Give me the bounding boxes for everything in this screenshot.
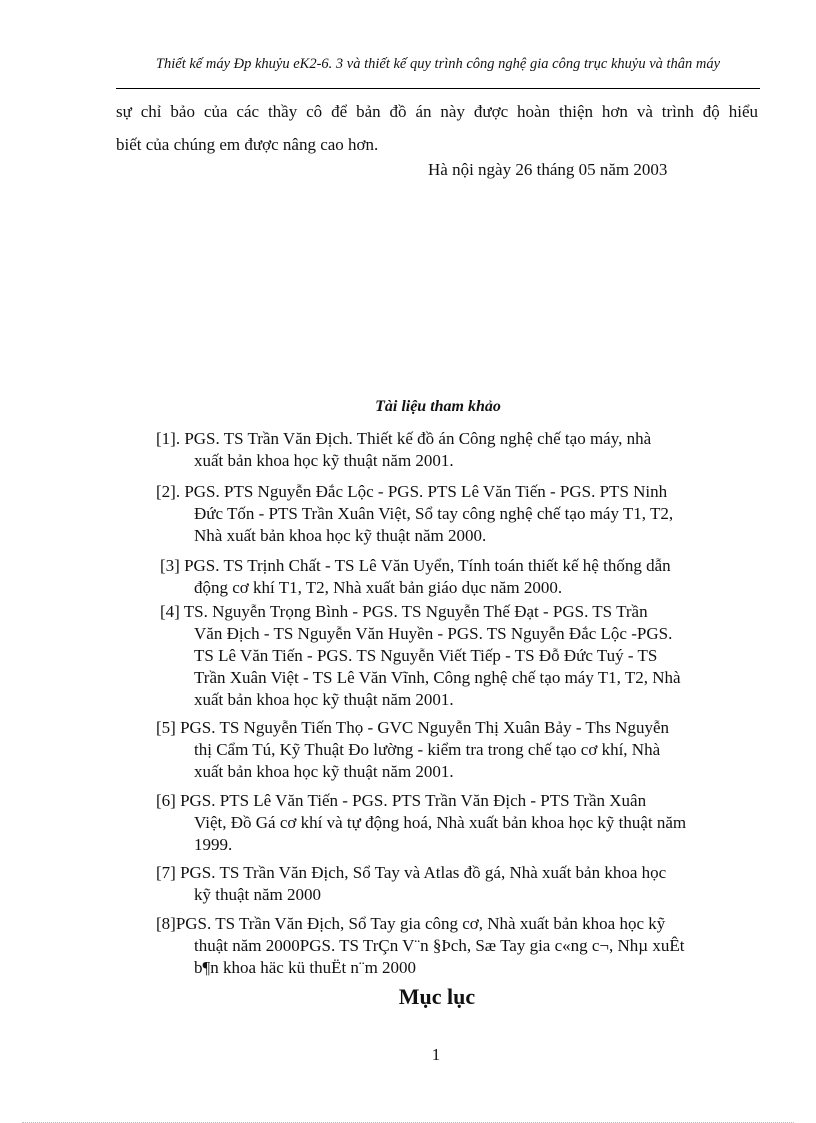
reference-4-line-1: [4] TS. Nguyễn Trọng Bình - PGS. TS Nguyễn Thế Đạt - PGS. TS Trần	[160, 602, 648, 621]
table-of-contents-title: Mục lục	[398, 984, 476, 1009]
reference-8-line-3: b¶n khoa häc kü thuËt n¨m 2000	[194, 958, 417, 977]
reference-6-line-3: 1999.	[194, 835, 233, 854]
reference-5-line-3: xuất bản khoa học kỹ thuật năm 2001.	[194, 762, 454, 781]
reference-7-line-2: kỹ thuật năm 2000	[194, 885, 322, 904]
reference-8-line-2: thuật năm 2000PGS. TS TrÇn V¨n §Þch, Sæ Tay gia c«ng c¬, Nhµ xuÊt	[194, 936, 685, 955]
reference-4-line-3: TS Lê Văn Tiến - PGS. TS Nguyễn Viết Tiếp - TS Đỗ Đức Tuý - TS	[194, 646, 658, 665]
reference-2-line-1: [2]. PGS. PTS Nguyễn Đắc Lộc - PGS. PTS Lê Văn Tiến - PGS. PTS Ninh	[156, 482, 668, 501]
references-title: Tài liệu tham khảo	[375, 398, 501, 415]
running-header: Thiết kế máy Đp khuỷu eK2-6. 3 và thiết kế quy trình công nghệ gia công trục khuỷu và thân máy	[155, 56, 721, 72]
intro-line-1: sự chỉ bảo của các thầy cô để bản đồ án này được hoàn thiện hơn và trình độ hiểu	[116, 102, 758, 121]
signature-date: Hà nội ngày 26 tháng 05 năm 2003	[428, 160, 668, 179]
reference-6-line-2: Việt, Đồ Gá cơ khí và tự động hoá, Nhà xuất bản khoa học kỹ thuật năm	[194, 813, 687, 832]
reference-4-line-5: xuất bản khoa học kỹ thuật năm 2001.	[194, 690, 454, 709]
reference-5-line-1: [5] PGS. TS Nguyễn Tiến Thọ - GVC Nguyễn Thị Xuân Bảy - Ths Nguyễn	[156, 718, 669, 737]
header-divider	[116, 88, 760, 89]
reference-8-line-1: [8]PGS. TS Trần Văn Địch, Sổ Tay gia công cơ, Nhà xuất bản khoa học kỹ	[156, 914, 666, 933]
reference-2-line-2: Đức Tốn - PTS Trần Xuân Việt, Sổ tay công nghệ chế tạo máy T1, T2,	[194, 504, 674, 523]
intro-line-2: biết của chúng em được nâng cao hơn.	[116, 135, 379, 154]
reference-1-line-2: xuất bản khoa học kỹ thuật năm 2001.	[194, 451, 454, 470]
reference-1-line-1: [1]. PGS. TS Trần Văn Địch. Thiết kế đồ án Công nghệ chế tạo máy, nhà	[156, 429, 652, 448]
reference-6-line-1: [6] PGS. PTS Lê Văn Tiến - PGS. PTS Trần Văn Địch - PTS Trần Xuân	[156, 791, 647, 810]
page-number: 1	[431, 1045, 441, 1064]
reference-7-line-1: [7] PGS. TS Trần Văn Địch, Sổ Tay và Atlas đồ gá, Nhà xuất bản khoa học	[156, 863, 667, 882]
reference-4-line-2: Văn Địch - TS Nguyễn Văn Huyền - PGS. TS Nguyễn Đắc Lộc -PGS.	[194, 624, 673, 643]
reference-3-line-2: động cơ khí T1, T2, Nhà xuất bản giáo dục năm 2000.	[194, 578, 563, 597]
reference-2-line-3: Nhà xuất bản khoa học kỹ thuật năm 2000.	[194, 526, 487, 545]
reference-4-line-4: Trần Xuân Việt - TS Lê Văn Vĩnh, Công nghệ chế tạo máy T1, T2, Nhà	[194, 668, 681, 687]
reference-3-line-1: [3] PGS. TS Trịnh Chất - TS Lê Văn Uyển, Tính toán thiết kế hệ thống dẫn	[160, 556, 671, 575]
intro-paragraph	[116, 95, 758, 161]
reference-5-line-2: thị Cẩm Tú, Kỹ Thuật Đo lường - kiểm tra trong chế tạo cơ khí, Nhà	[194, 740, 661, 759]
